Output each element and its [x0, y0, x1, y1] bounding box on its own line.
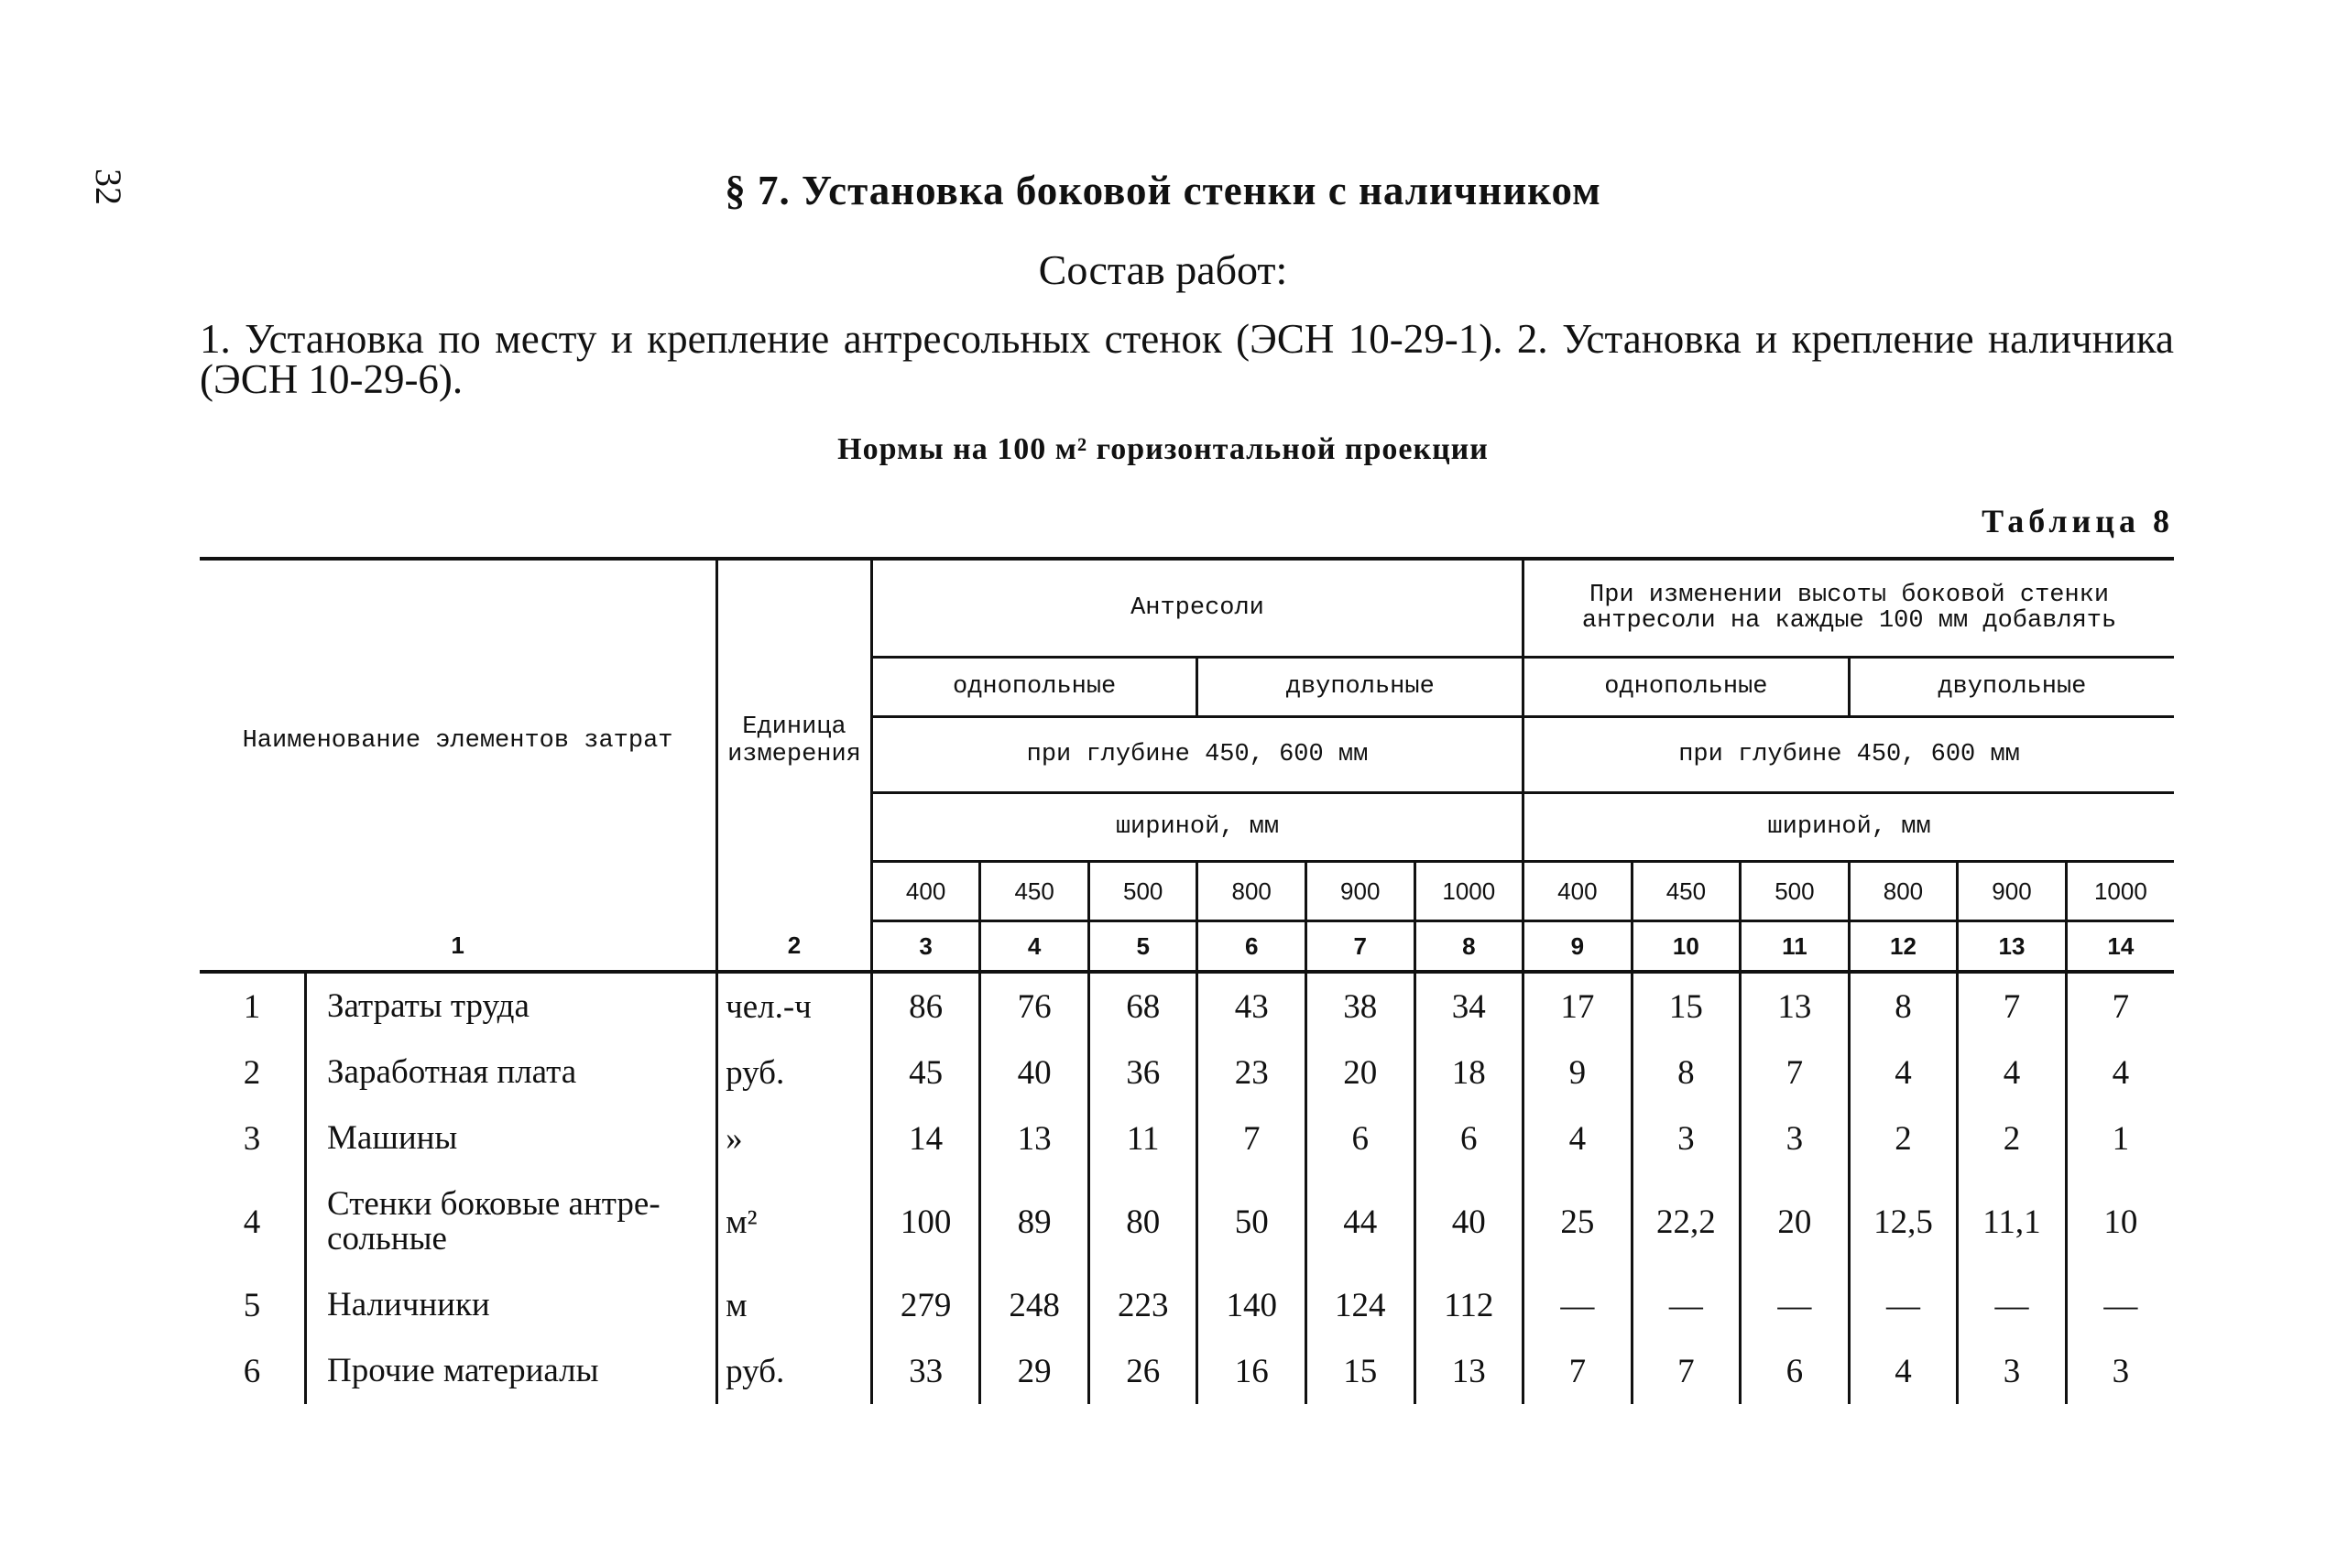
width-value: 400 — [1523, 862, 1633, 921]
row-value: 6 — [1305, 1105, 1414, 1171]
table-row — [200, 1272, 2174, 1338]
width-value: 450 — [980, 862, 1089, 921]
row-value: 248 — [980, 1272, 1089, 1338]
row-value: 3 — [2112, 1352, 2130, 1390]
row-value: 1 — [2112, 1119, 2130, 1158]
row-value: 13 — [1741, 972, 1850, 1040]
row-value: 7 — [1958, 972, 2067, 1040]
row-value: 11,1 — [1958, 1171, 2067, 1272]
row-value: 18 — [1414, 1040, 1523, 1105]
header-width-2: шириной, мм — [1523, 793, 2174, 862]
column-numbers-row — [200, 921, 2174, 973]
row-value: 100 — [871, 1171, 980, 1272]
row-value: 3 — [1958, 1338, 2067, 1404]
row-value: 38 — [1305, 972, 1414, 1040]
row-value: 86 — [871, 972, 980, 1040]
header-group-height-change: При изменении высоты боковой стенки антресоли на каждые 100 мм добавлять — [1523, 559, 2174, 658]
row-value: 12,5 — [1849, 1171, 1958, 1272]
row-value: 4 — [1849, 1338, 1958, 1404]
width-value: 500 — [1088, 862, 1197, 921]
row-value: 20 — [1741, 1171, 1850, 1272]
table-row — [200, 1105, 2174, 1171]
column-number: 10 — [1632, 921, 1741, 973]
work-composition-heading: Состав работ: — [1038, 246, 1288, 293]
row-value: 14 — [871, 1105, 980, 1171]
width-value: 800 — [1197, 862, 1306, 921]
row-value: 11 — [1088, 1105, 1197, 1171]
header-single-leaf-2: однопольные — [1523, 658, 1850, 717]
column-number: 7 — [1305, 921, 1414, 973]
row-name: Затраты труда — [306, 972, 717, 1040]
row-value: 29 — [980, 1338, 1089, 1404]
row-name: Прочие материалы — [306, 1338, 717, 1404]
row-number: 1 — [200, 972, 306, 1040]
row-value: 8 — [1849, 972, 1958, 1040]
row-value: 279 — [871, 1272, 980, 1338]
row-value: 76 — [980, 972, 1089, 1040]
width-value: 400 — [871, 862, 980, 921]
row-value: 4 — [1849, 1040, 1958, 1105]
row-value: 2 — [1849, 1105, 1958, 1171]
column-number: 8 — [1414, 921, 1523, 973]
column-number: 9 — [1523, 921, 1633, 973]
row-value: 25 — [1523, 1171, 1633, 1272]
norms-table — [200, 557, 2174, 1404]
table-row — [200, 1338, 2174, 1404]
row-value: 112 — [1414, 1272, 1523, 1338]
header-depth-2: при глубине 450, 600 мм — [1523, 717, 2174, 793]
row-value: 3 — [1741, 1105, 1850, 1171]
header-group-mezzanines: Антресоли — [871, 559, 1523, 658]
row-unit: руб. — [717, 1040, 872, 1105]
table-row — [200, 972, 2174, 1040]
row-value: 7 — [1632, 1338, 1741, 1404]
header-unit-col: Единица измерения — [717, 559, 872, 921]
row-value: 36 — [1088, 1040, 1197, 1105]
width-value: 900 — [1958, 862, 2067, 921]
row-value: 9 — [1523, 1040, 1633, 1105]
norms-caption: Нормы на 100 м² горизонтальной проекции — [837, 432, 1489, 466]
row-value: 43 — [1197, 972, 1306, 1040]
row-value: 7 — [2112, 987, 2130, 1026]
row-value: — — [1632, 1272, 1741, 1338]
header-double-leaf-1: двупольные — [1197, 658, 1523, 717]
row-value: 34 — [1414, 972, 1523, 1040]
row-unit: руб. — [717, 1338, 872, 1404]
row-value: 15 — [1632, 972, 1741, 1040]
width-value: 1000 — [2066, 862, 2174, 921]
work-composition-text: 1. Установка по месту и крепление антресольных стенок (ЭСН 10-29-1). 2. Установка и крепление наличника (ЭСН 10-29-6). — [200, 316, 2174, 402]
row-name: Машины — [306, 1105, 717, 1171]
row-value: 80 — [1088, 1171, 1197, 1272]
column-number: 12 — [1849, 921, 1958, 973]
row-value: 124 — [1305, 1272, 1414, 1338]
row-unit: чел.-ч — [717, 972, 872, 1040]
row-value: 6 — [1414, 1105, 1523, 1171]
row-value: — — [1849, 1272, 1958, 1338]
column-number: 2 — [717, 921, 872, 973]
row-value: 6 — [1741, 1338, 1850, 1404]
header-width-1: шириной, мм — [871, 793, 1523, 862]
row-value: 2 — [1958, 1105, 2067, 1171]
column-number: 13 — [1958, 921, 2067, 973]
column-number: 6 — [1197, 921, 1306, 973]
row-value: 33 — [871, 1338, 980, 1404]
row-value: 44 — [1305, 1171, 1414, 1272]
width-value: 900 — [1305, 862, 1414, 921]
row-unit: м² — [717, 1171, 872, 1272]
section-title: § 7. Установка боковой стенки с наличником — [725, 168, 1601, 213]
header-name-col: Наименование элементов затрат — [200, 559, 717, 921]
column-number: 1 — [200, 921, 717, 973]
row-value: — — [2103, 1286, 2138, 1324]
table-body — [200, 972, 2174, 1404]
row-value: 20 — [1305, 1040, 1414, 1105]
row-value: 23 — [1197, 1040, 1306, 1105]
row-value: 140 — [1197, 1272, 1306, 1338]
column-number: 14 — [2066, 921, 2174, 973]
row-value: 4 — [1958, 1040, 2067, 1105]
table-label: Таблица 8 — [1982, 503, 2174, 539]
width-value: 1000 — [1414, 862, 1523, 921]
row-value: 13 — [980, 1105, 1089, 1171]
column-number: 4 — [980, 921, 1089, 973]
row-name: Наличники — [306, 1272, 717, 1338]
row-value: 15 — [1305, 1338, 1414, 1404]
header-double-leaf-2: двупольные — [1849, 658, 2174, 717]
width-value: 450 — [1632, 862, 1741, 921]
row-value: 7 — [1523, 1338, 1633, 1404]
row-unit: м — [717, 1272, 872, 1338]
column-number: 11 — [1741, 921, 1850, 973]
row-value: 16 — [1197, 1338, 1306, 1404]
row-value: 68 — [1088, 972, 1197, 1040]
row-value: — — [1958, 1272, 2067, 1338]
width-value: 800 — [1849, 862, 1958, 921]
row-value: 26 — [1088, 1338, 1197, 1404]
row-value: 7 — [1741, 1040, 1850, 1105]
column-number: 5 — [1088, 921, 1197, 973]
row-value: 40 — [1414, 1171, 1523, 1272]
row-value: 89 — [980, 1171, 1089, 1272]
row-value: 45 — [871, 1040, 980, 1105]
table-header — [200, 559, 2174, 921]
table-row — [200, 1040, 2174, 1105]
row-value: 223 — [1088, 1272, 1197, 1338]
page-number: 32 — [88, 169, 129, 205]
row-value: 4 — [1523, 1105, 1633, 1171]
header-single-leaf-1: однопольные — [871, 658, 1197, 717]
row-value: 17 — [1523, 972, 1633, 1040]
row-number: 6 — [200, 1338, 306, 1404]
row-value: — — [1523, 1272, 1633, 1338]
row-value: 40 — [980, 1040, 1089, 1105]
row-value: 10 — [2103, 1203, 2138, 1241]
row-number: 4 — [200, 1171, 306, 1272]
row-value: 3 — [1632, 1105, 1741, 1171]
row-value: 13 — [1414, 1338, 1523, 1404]
row-number: 3 — [200, 1105, 306, 1171]
column-number: 3 — [871, 921, 980, 973]
row-unit: » — [717, 1105, 872, 1171]
row-name: Заработная плата — [306, 1040, 717, 1105]
row-value: 50 — [1197, 1171, 1306, 1272]
width-value: 500 — [1741, 862, 1850, 921]
row-value: 8 — [1632, 1040, 1741, 1105]
row-value: 4 — [2112, 1053, 2130, 1092]
row-number: 2 — [200, 1040, 306, 1105]
row-value: 7 — [1197, 1105, 1306, 1171]
row-value: 22,2 — [1632, 1171, 1741, 1272]
row-number: 5 — [200, 1272, 306, 1338]
header-depth-1: при глубине 450, 600 мм — [871, 717, 1523, 793]
row-name: Стенки боковые антресольные — [306, 1171, 717, 1272]
table-row — [200, 1171, 2174, 1272]
row-value: — — [1741, 1272, 1850, 1338]
